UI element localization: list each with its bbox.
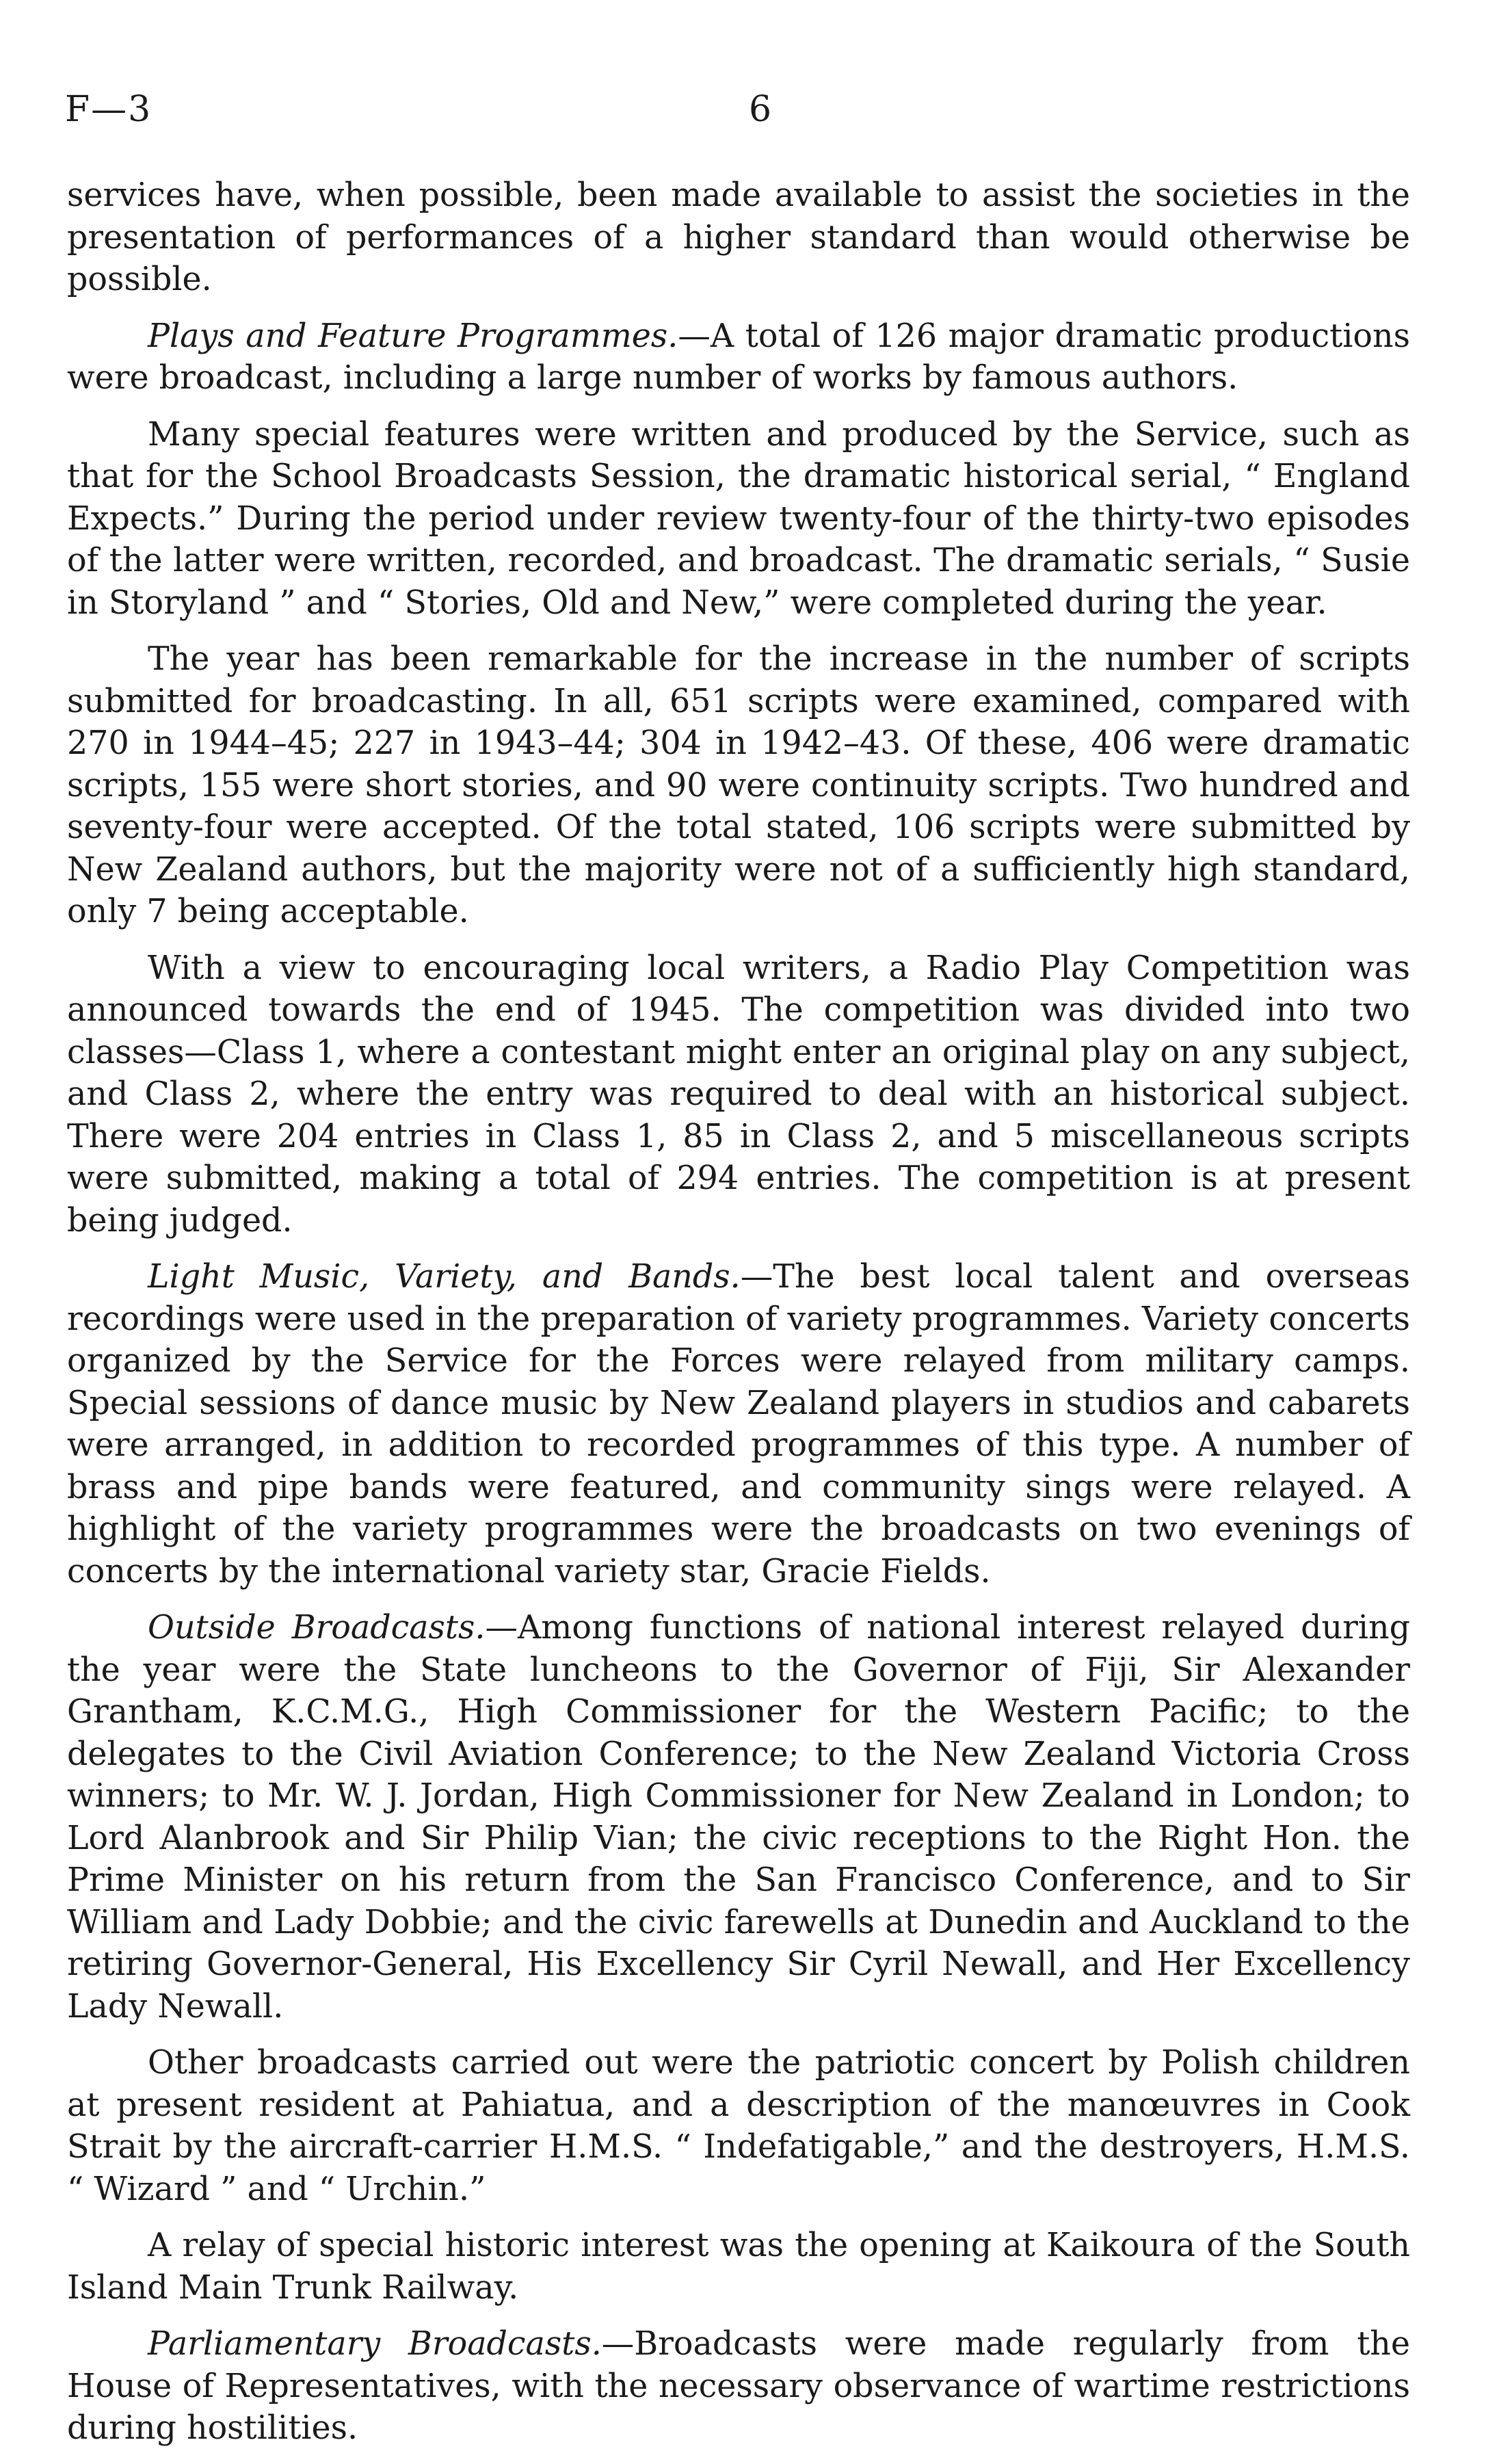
page-number: 6 xyxy=(749,89,772,130)
paragraph-text: —Among functions of national interest relayed during the year were the State luncheons to the Governor of Fiji, Sir Alexander Grantham, K.C.M.G., High Commissioner for the Western Pacific; to the delegates to the Civil Aviation Conference; to the New Zealand Victoria Cross winners; to Mr. W. J. Jordan, High Commissioner for New Zealand in London; to Lord Alanbrook and Sir Philip Vian; the civic receptions to the Right Hon. the Prime Minister on his return from the San Francisco Conference, and to Sir William and Lady Dobbie; and the civic farewells at Dunedin and Auckland to the retiring Governor-General, His Excellency Sir Cyril Newall, and Her Excellency Lady Newall. xyxy=(67,1609,1410,2026)
section-heading: Parliamentary Broadcasts. xyxy=(148,2325,602,2363)
paragraph xyxy=(67,2042,1410,2210)
paragraph-text: —The best local talent and overseas recordings were used in the preparation of variety programmes. Variety concerts organized by the Service for the Forces were relayed from military camps. Special sessions of dance music by New Zealand players in studios and cabarets were arranged, in addition to recorded programmes of this type. A number of brass and pipe bands were featured, and community sings were relayed. A highlight of the variety programmes were the broadcasts on two evenings of concerts by the international variety star, Gracie Fields. xyxy=(67,1258,1411,1590)
paragraph xyxy=(67,638,1410,933)
section-heading: Plays and Feature Programmes. xyxy=(148,317,678,355)
paragraph-text: services have, when possible, been made available to assist the societies in the presentation of performances of a higher standard than would otherwise be possible. xyxy=(67,176,1410,298)
paragraph xyxy=(67,315,1410,399)
paragraph xyxy=(67,2323,1410,2450)
paragraph-text: Many special features were written and produced by the Service, such as that for the School Broadcasts Session, the dramatic historical serial, “ England Expects.” During the period under review twenty-four of the thirty-two episodes of the latter were written, recorded, and broadcast. The dramatic serials, “ Susie in Storyland ” and “ Stories, Old and New,” were completed during the year. xyxy=(67,415,1410,622)
paragraph xyxy=(67,174,1410,301)
paragraph-text: —Broadcasts were made regularly from the House of Representatives, with the necessary observance of wartime restrictions during hostilities. xyxy=(67,2325,1410,2447)
paragraph-text: —A total of 126 major dramatic productions were broadcast, including a large number of works by famous authors. xyxy=(67,317,1411,397)
paragraph xyxy=(67,947,1410,1242)
section-heading: Outside Broadcasts. xyxy=(148,1609,486,1647)
page-header xyxy=(65,89,1446,144)
paragraph-text: With a view to encouraging local writers, a Radio Play Competition was announced towards the end of 1945. The competition was divided into two classes—Class 1, where a contestant might enter an original play on any subject, and Class 2, where the entry was required to deal with an historical subject. There were 204 entries in Class 1, 85 in Class 2, and 5 miscellaneous scripts were submitted, making a total of 294 entries. The competition is at present being judged. xyxy=(67,949,1410,1240)
document-body xyxy=(67,174,1410,2464)
document-code: F—3 xyxy=(65,89,152,130)
paragraph xyxy=(67,1256,1410,1593)
paragraph xyxy=(67,1607,1410,2028)
paragraph-text: Other broadcasts carried out were the patriotic concert by Polish children at present resident at Pahiatua, and a description of the manœuvres in Cook Strait by the aircraft-carrier H.M.S. “ Indefatigable,” and the destroyers, H.M.S. “ Wizard ” and “ Urchin.” xyxy=(67,2044,1410,2208)
paragraph-text: A relay of special historic interest was the opening at Kaikoura of the South Island Main Trunk Railway. xyxy=(67,2227,1410,2307)
paragraph-text: The year has been remarkable for the increase in the number of scripts submitted for broadcasting. In all, 651 scripts were examined, compared with 270 in 1944–45; 227 in 1943–44; 304 in 1942–43. Of these, 406 were dramatic scripts, 155 were short stories, and 90 were continuity scripts. Two hundred and seventy-four were accepted. Of the total stated, 106 scripts were submitted by New Zealand authors, but the majority were not of a sufficiently high standard, only 7 being acceptable. xyxy=(67,640,1410,930)
paragraph xyxy=(67,414,1410,625)
paragraph xyxy=(67,2225,1410,2309)
section-heading: Light Music, Variety, and Bands. xyxy=(148,1258,741,1296)
